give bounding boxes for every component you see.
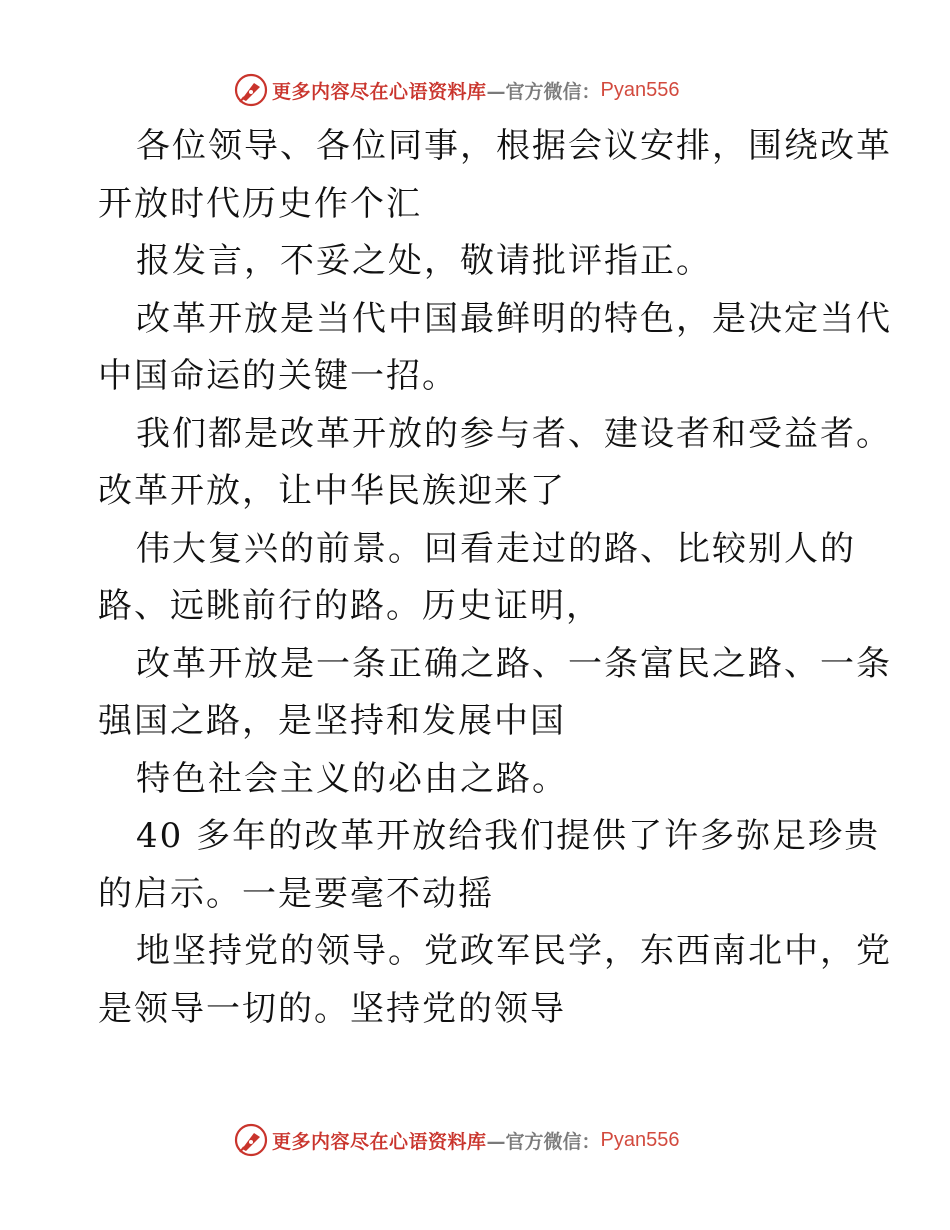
banner-red-text: 更多内容尽在心语资料库 <box>272 1130 487 1153</box>
text-line: 改革开放是当代中国最鲜明的特色，是决定当代 <box>136 298 892 339</box>
banner-gray-text: —官方微信： <box>486 80 601 103</box>
body-text <box>98 118 892 1038</box>
banner-gray-text: —官方微信： <box>486 1130 601 1153</box>
text-line: 地坚持党的领导。党政军民学，东西南北中，党 <box>136 931 892 971</box>
pen-nib-logo-icon <box>234 1123 268 1157</box>
text-line: 路、远眺前行的路。历史证明， <box>98 586 602 626</box>
text-line: 改革开放，让中华民族迎来了 <box>98 471 566 511</box>
text-line: 各位领导、各位同事，根据会议安排，围绕改革 <box>136 126 892 166</box>
text-line: 开放时代历史作个汇 <box>98 183 422 224</box>
text-line: 报发言，不妥之处，敬请批评指正。 <box>136 241 712 281</box>
text-line: 是领导一切的。坚持党的领导 <box>98 988 566 1029</box>
text-line: 特色社会主义的必由之路。 <box>136 758 568 799</box>
text-line: 伟大复兴的前景。回看走过的路、比较别人的 <box>136 528 856 569</box>
text-line: 中国命运的关键一招。 <box>98 356 458 396</box>
text-line: 强国之路，是坚持和发展中国 <box>98 701 566 741</box>
footer-banner <box>234 1120 734 1160</box>
banner-wechat-id: Pyan556 <box>600 1128 680 1151</box>
text-line: 40 多年的改革开放给我们提供了许多弥足珍贵 <box>136 816 881 856</box>
pen-nib-logo-icon <box>234 73 268 107</box>
text-line: 的启示。一是要毫不动摇 <box>98 873 494 914</box>
banner-wechat-id: Pyan556 <box>600 78 680 101</box>
text-line: 改革开放是一条正确之路、一条富民之路、一条 <box>136 643 892 684</box>
text-line: 我们都是改革开放的参与者、建设者和受益者。 <box>136 413 892 454</box>
header-banner <box>234 70 734 110</box>
banner-red-text: 更多内容尽在心语资料库 <box>272 80 487 103</box>
